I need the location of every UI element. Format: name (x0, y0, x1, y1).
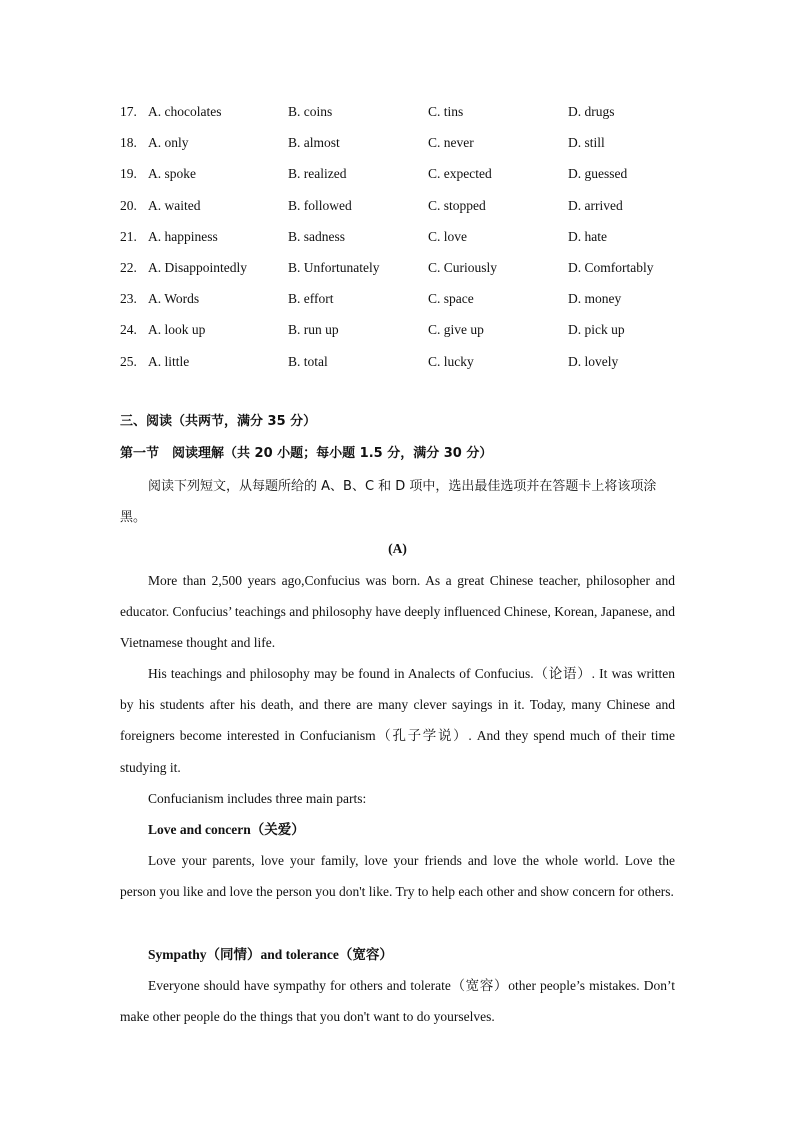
option-a: A. waited (148, 197, 201, 213)
option-b: B. realized (288, 166, 347, 182)
passage-paragraph: His teachings and philosophy may be found in Analects of Confucius.（论语）. It was written by his students after his death, and there are many clever sayings in it. Today, many Chinese and foreigners become interested in Confucianism（孔子学说）. And they spend much of their time studying it. (120, 666, 675, 775)
question-number: 22. (120, 259, 137, 275)
option-c: C. lucky (428, 353, 474, 369)
question-number: 20. (120, 197, 137, 213)
passage-paragraph: More than 2,500 years ago,Confucius was born. As a great Chinese teacher, philosopher and educator. Confucius’ teachings and philosophy have deeply influenced Chinese, Korean, Japanese, and Vietnamese thought and life. (120, 573, 675, 651)
section-title: 三、阅读（共两节，满分 35 分） (120, 414, 317, 429)
option-c: C. give up (428, 322, 484, 338)
option-b: B. almost (288, 135, 340, 151)
option-d: D. pick up (568, 322, 625, 338)
question-number: 23. (120, 291, 137, 307)
option-c: C. stopped (428, 197, 486, 213)
question-number: 25. (120, 353, 137, 369)
option-a: A. little (148, 353, 190, 369)
option-d: D. hate (568, 228, 607, 244)
option-row (120, 287, 700, 318)
instruction-text: 阅读下列短文，从每题所给的 A、B、C 和 D 项中，选出最佳选项并在答题卡上将该项涂黑。 (120, 479, 657, 526)
option-a: A. chocolates (148, 104, 222, 119)
passage-heading: Sympathy（同情）and tolerance（宽容） (148, 947, 393, 962)
question-number: 24. (120, 322, 137, 338)
option-a: A. look up (148, 322, 206, 338)
option-a: A. Disappointedly (148, 259, 247, 275)
option-c: C. Curiously (428, 259, 498, 275)
option-b: B. followed (288, 197, 352, 213)
option-c: C. love (428, 228, 467, 244)
option-a: A. spoke (148, 166, 196, 182)
passage-paragraph: Everyone should have sympathy for others and tolerate（宽容）other people’s mistakes. Don’t make other people do the things that you don't want to do yourselves. (120, 978, 675, 1025)
option-d: D. arrived (568, 197, 623, 213)
option-d: D. guessed (568, 166, 628, 182)
option-row (120, 350, 700, 381)
passage-paragraph: Love your parents, love your family, love your friends and love the whole world. Love the person you like and love the person you don't like. Try to help each other and show concern for others. (120, 853, 675, 900)
option-d: D. still (568, 135, 605, 151)
option-row (120, 194, 700, 225)
option-c: C. tins (428, 104, 464, 119)
option-d: D. Comfortably (568, 259, 654, 275)
question-number: 21. (120, 228, 137, 244)
question-number: 18. (120, 135, 137, 151)
option-a: A. Words (148, 291, 200, 307)
option-c: C. never (428, 135, 474, 151)
question-number: 19. (120, 166, 137, 182)
option-a: A. happiness (148, 228, 218, 244)
option-row (120, 162, 700, 193)
option-c: C. expected (428, 166, 492, 182)
question-number: 17. (120, 104, 137, 119)
options-table (120, 100, 700, 381)
passage-heading: Love and concern（关爱） (148, 822, 305, 837)
section-subtitle: 第一节 阅读理解（共 20 小题；每小题 1.5 分，满分 30 分） (120, 446, 493, 461)
option-d: D. money (568, 291, 622, 307)
option-b: B. sadness (288, 228, 345, 244)
option-row (120, 225, 700, 256)
option-row (120, 318, 700, 349)
option-row (120, 100, 700, 131)
option-a: A. only (148, 135, 189, 151)
option-d: D. lovely (568, 353, 619, 369)
option-b: B. effort (288, 291, 334, 307)
option-b: B. coins (288, 104, 333, 119)
option-b: B. Unfortunately (288, 259, 380, 275)
option-d: D. drugs (568, 104, 615, 119)
option-b: B. run up (288, 322, 339, 338)
option-b: B. total (288, 353, 328, 369)
option-row (120, 256, 700, 287)
option-row (120, 131, 700, 162)
passage-label: (A) (388, 541, 407, 556)
option-c: C. space (428, 291, 474, 307)
passage-paragraph: Confucianism includes three main parts: (148, 791, 367, 806)
